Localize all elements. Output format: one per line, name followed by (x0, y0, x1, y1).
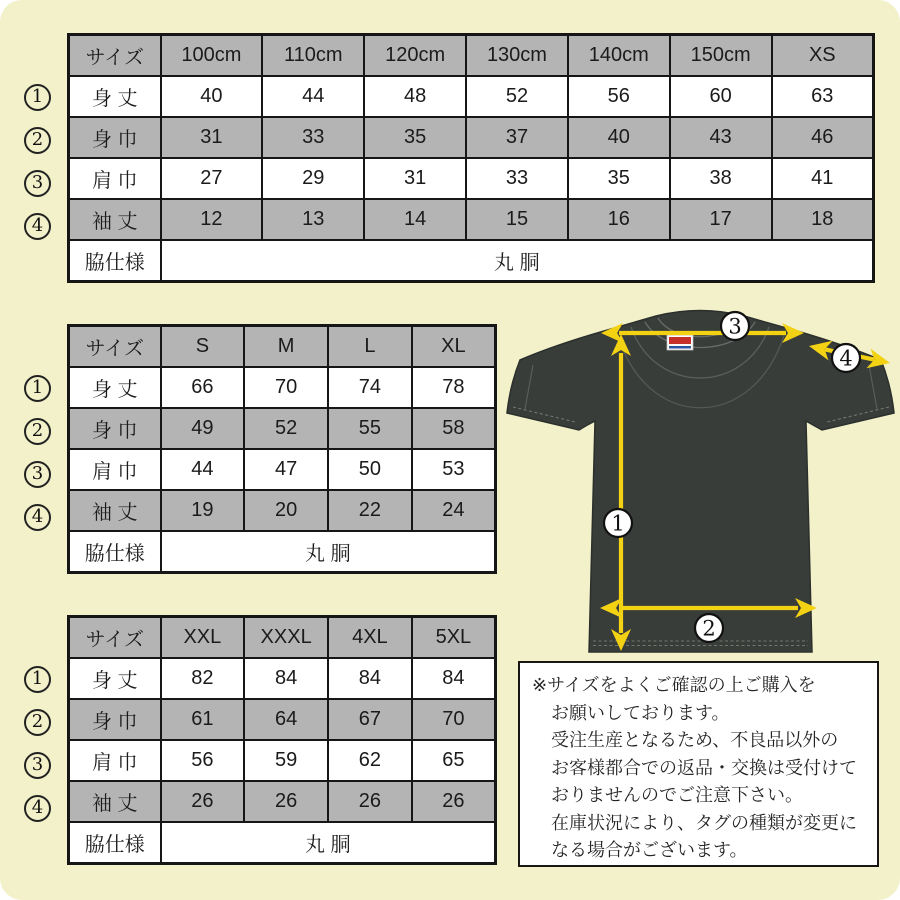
size-value-cell: 31 (364, 158, 466, 199)
measure-badge-1 (604, 509, 632, 537)
footer-label: 脇仕様 (69, 822, 161, 864)
size-value-cell: 84 (244, 658, 328, 699)
row-number-badge: 4 (24, 504, 51, 531)
footer-value-cell: 丸 胴 (161, 822, 496, 864)
row-label: 身 丈 (69, 76, 161, 117)
measure-badge-2-label: 2 (702, 616, 716, 641)
footer-value-cell: 丸 胴 (161, 240, 874, 282)
size-value-cell: 41 (772, 158, 874, 199)
row-number-badge: 1 (24, 666, 51, 693)
size-value-cell: 46 (772, 117, 874, 158)
size-value-cell: 70 (244, 367, 328, 408)
size-value-cell: 64 (244, 699, 328, 740)
measure-badge-1-label: 1 (611, 511, 625, 536)
kids-size-table (67, 33, 875, 283)
size-value-cell: 58 (412, 408, 496, 449)
measure-badge-2 (695, 614, 723, 642)
measure-badge-4 (832, 344, 860, 372)
size-value-cell: 47 (244, 449, 328, 490)
size-value-cell: 27 (161, 158, 263, 199)
big-table-row-badges (24, 666, 52, 838)
note-line: お客様都合での返品・交換は受付けて (551, 757, 857, 778)
size-value-cell: 33 (466, 158, 568, 199)
size-value-cell: 78 (412, 367, 496, 408)
size-table-kids-sizes (67, 33, 875, 283)
measure-badge-4-label: 4 (839, 346, 853, 371)
size-value-cell: 56 (161, 740, 245, 781)
kids-table-row-badges (24, 84, 52, 256)
row-label: 肩 巾 (69, 740, 161, 781)
measure-badge-3 (721, 312, 749, 340)
size-value-cell: 44 (262, 76, 364, 117)
size-column-header: XL (412, 326, 496, 368)
size-value-cell: 15 (466, 199, 568, 240)
measure-badge-3-label: 3 (728, 314, 742, 339)
size-value-cell: 12 (161, 199, 263, 240)
size-table-adult-sizes (67, 324, 497, 574)
size-value-cell: 59 (244, 740, 328, 781)
size-value-cell: 29 (262, 158, 364, 199)
size-value-cell: 26 (161, 781, 245, 822)
size-value-cell: 44 (161, 449, 245, 490)
size-column-header: 100cm (161, 35, 263, 77)
size-value-cell: 14 (364, 199, 466, 240)
size-value-cell: 26 (328, 781, 412, 822)
row-number-badge: 4 (24, 213, 51, 240)
size-value-cell: 17 (670, 199, 772, 240)
size-value-cell: 24 (412, 490, 496, 531)
row-number-badge: 2 (24, 127, 51, 154)
size-header-label: サイズ (69, 35, 161, 77)
size-value-cell: 70 (412, 699, 496, 740)
size-column-header: 4XL (328, 617, 412, 659)
row-number-badge: 1 (24, 375, 51, 402)
purchase-note-box (518, 661, 879, 867)
note-line: お願いしております。 (551, 702, 730, 723)
size-value-cell: 43 (670, 117, 772, 158)
size-value-cell: 82 (161, 658, 245, 699)
size-value-cell: 22 (328, 490, 412, 531)
size-value-cell: 16 (568, 199, 670, 240)
size-value-cell: 13 (262, 199, 364, 240)
size-value-cell: 52 (466, 76, 568, 117)
size-value-cell: 49 (161, 408, 245, 449)
size-column-header: M (244, 326, 328, 368)
row-label: 身 巾 (69, 699, 161, 740)
footer-label: 脇仕様 (69, 240, 161, 282)
row-label: 肩 巾 (69, 158, 161, 199)
size-value-cell: 40 (568, 117, 670, 158)
size-value-cell: 26 (244, 781, 328, 822)
size-value-cell: 63 (772, 76, 874, 117)
size-column-header: 150cm (670, 35, 772, 77)
size-value-cell: 48 (364, 76, 466, 117)
size-value-cell: 66 (161, 367, 245, 408)
size-value-cell: 53 (412, 449, 496, 490)
size-column-header: 120cm (364, 35, 466, 77)
size-value-cell: 62 (328, 740, 412, 781)
size-value-cell: 67 (328, 699, 412, 740)
size-value-cell: 35 (364, 117, 466, 158)
size-value-cell: 52 (244, 408, 328, 449)
size-value-cell: 19 (161, 490, 245, 531)
note-line: なる場合がございます。 (551, 840, 748, 860)
size-header-label: サイズ (69, 326, 161, 368)
size-value-cell: 37 (466, 117, 568, 158)
size-value-cell: 50 (328, 449, 412, 490)
row-label: 身 巾 (69, 117, 161, 158)
footer-value-cell: 丸 胴 (161, 531, 496, 573)
size-column-header: 5XL (412, 617, 496, 659)
collar-brand-tag (667, 335, 693, 350)
size-column-header: XXXL (244, 617, 328, 659)
row-number-badge: 3 (24, 461, 51, 488)
note-line: 受注生産となるため、不良品以外の (551, 730, 839, 750)
size-value-cell: 38 (670, 158, 772, 199)
size-column-header: L (328, 326, 412, 368)
size-value-cell: 84 (328, 658, 412, 699)
size-value-cell: 65 (412, 740, 496, 781)
tshirt-measurement-diagram (505, 303, 897, 660)
size-value-cell: 60 (670, 76, 772, 117)
size-column-header: 140cm (568, 35, 670, 77)
size-value-cell: 56 (568, 76, 670, 117)
size-value-cell: 84 (412, 658, 496, 699)
row-label: 身 丈 (69, 367, 161, 408)
note-line: ※サイズをよくご確認の上ご購入を (532, 675, 816, 695)
size-value-cell: 35 (568, 158, 670, 199)
row-number-badge: 1 (24, 84, 51, 111)
row-number-badge: 3 (24, 170, 51, 197)
size-table-big-sizes (67, 615, 497, 865)
size-value-cell: 20 (244, 490, 328, 531)
row-number-badge: 4 (24, 795, 51, 822)
size-value-cell: 26 (412, 781, 496, 822)
footer-label: 脇仕様 (69, 531, 161, 573)
row-label: 肩 巾 (69, 449, 161, 490)
row-label: 身 巾 (69, 408, 161, 449)
row-number-badge: 2 (24, 709, 51, 736)
row-number-badge: 3 (24, 752, 51, 779)
row-label: 袖 丈 (69, 490, 161, 531)
size-column-header: XXL (161, 617, 245, 659)
size-column-header: 130cm (466, 35, 568, 77)
size-value-cell: 40 (161, 76, 263, 117)
row-number-badge: 2 (24, 418, 51, 445)
size-column-header: S (161, 326, 245, 368)
size-column-header: XS (772, 35, 874, 77)
size-value-cell: 74 (328, 367, 412, 408)
size-header-label: サイズ (69, 617, 161, 659)
adult-size-table (67, 324, 497, 574)
size-value-cell: 31 (161, 117, 263, 158)
note-line: おりませんのでご注意下さい。 (551, 785, 803, 805)
row-label: 袖 丈 (69, 199, 161, 240)
row-label: 袖 丈 (69, 781, 161, 822)
big-size-table (67, 615, 497, 865)
row-label: 身 丈 (69, 658, 161, 699)
size-value-cell: 33 (262, 117, 364, 158)
size-value-cell: 55 (328, 408, 412, 449)
size-value-cell: 18 (772, 199, 874, 240)
adult-table-row-badges (24, 375, 52, 547)
size-column-header: 110cm (262, 35, 364, 77)
note-line: 在庫状況により、タグの種類が変更に (551, 812, 857, 833)
size-value-cell: 61 (161, 699, 245, 740)
